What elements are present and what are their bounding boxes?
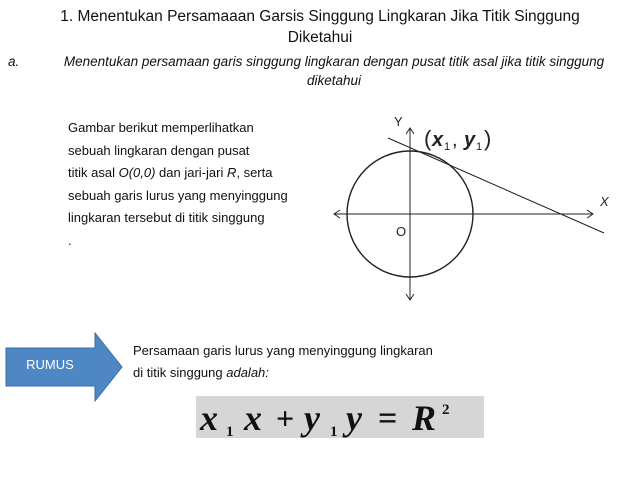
formula-intro-line xyxy=(133,362,493,384)
tangent-point-label xyxy=(424,126,491,153)
origin-label: O xyxy=(396,224,407,239)
y-axis-label: Y xyxy=(394,114,403,129)
paragraph-line: sebuah garis lurus yang menyinggung xyxy=(68,187,288,203)
formula-y-subscript: 1 xyxy=(330,424,338,438)
point-close-paren: ) xyxy=(484,126,492,151)
point-comma: , xyxy=(452,129,458,151)
paragraph-text: dan jari-jari xyxy=(155,165,227,180)
formula-intro-line: Persamaan garis lurus yang menyinggung lingkaran xyxy=(133,343,433,358)
origin-notation: O(0,0) xyxy=(118,165,156,180)
formula-x2: x xyxy=(244,398,262,438)
formula-x: x xyxy=(200,398,218,438)
radius-notation: R xyxy=(226,165,237,180)
formula-intro xyxy=(133,340,493,384)
point-y-subscript: 1 xyxy=(476,141,483,153)
tangent-line xyxy=(388,138,604,233)
paragraph-line: sebuah lingkaran dengan pusat xyxy=(68,142,250,158)
formula-r: R xyxy=(412,398,437,438)
subtitle-text: Menentukan persamaan garis singgung lingkaran dengan pusat titik asal jika titik singgung diketahui xyxy=(63,54,605,88)
x-axis-label: X xyxy=(600,194,609,209)
point-x-subscript: 1 xyxy=(444,141,451,153)
paragraph-text: titik asal xyxy=(68,165,119,180)
formula-y2: y xyxy=(346,398,362,438)
formula-x-subscript: 1 xyxy=(226,424,234,438)
paragraph-line: Gambar berikut memperlihatkan xyxy=(68,120,254,135)
formula-equals: = xyxy=(378,400,398,437)
formula-box xyxy=(196,396,484,438)
formula-r-superscript: 2 xyxy=(442,402,450,418)
formula-intro-text: di titik singgung xyxy=(133,365,227,380)
tangent-formula xyxy=(196,396,484,438)
paragraph-line: lingkaran tersebut di titik singgung xyxy=(68,210,265,225)
point-x: x xyxy=(432,129,444,151)
paragraph-text: , serta xyxy=(236,165,273,180)
subtitle-label: a. xyxy=(8,54,20,69)
point-y: y xyxy=(464,129,476,151)
paragraph-line: . xyxy=(68,232,72,248)
page-title: 1. Menentukan Persamaaan Garsis Singgung Lingkaran Jika Titik Singgung Diketahui xyxy=(60,8,580,46)
formula-intro-italic: adalah: xyxy=(226,365,269,380)
formula-plus: + xyxy=(276,400,295,436)
rumus-label: RUMUS xyxy=(26,357,74,372)
point-open-paren: ( xyxy=(424,126,432,151)
formula-y: y xyxy=(304,398,320,438)
